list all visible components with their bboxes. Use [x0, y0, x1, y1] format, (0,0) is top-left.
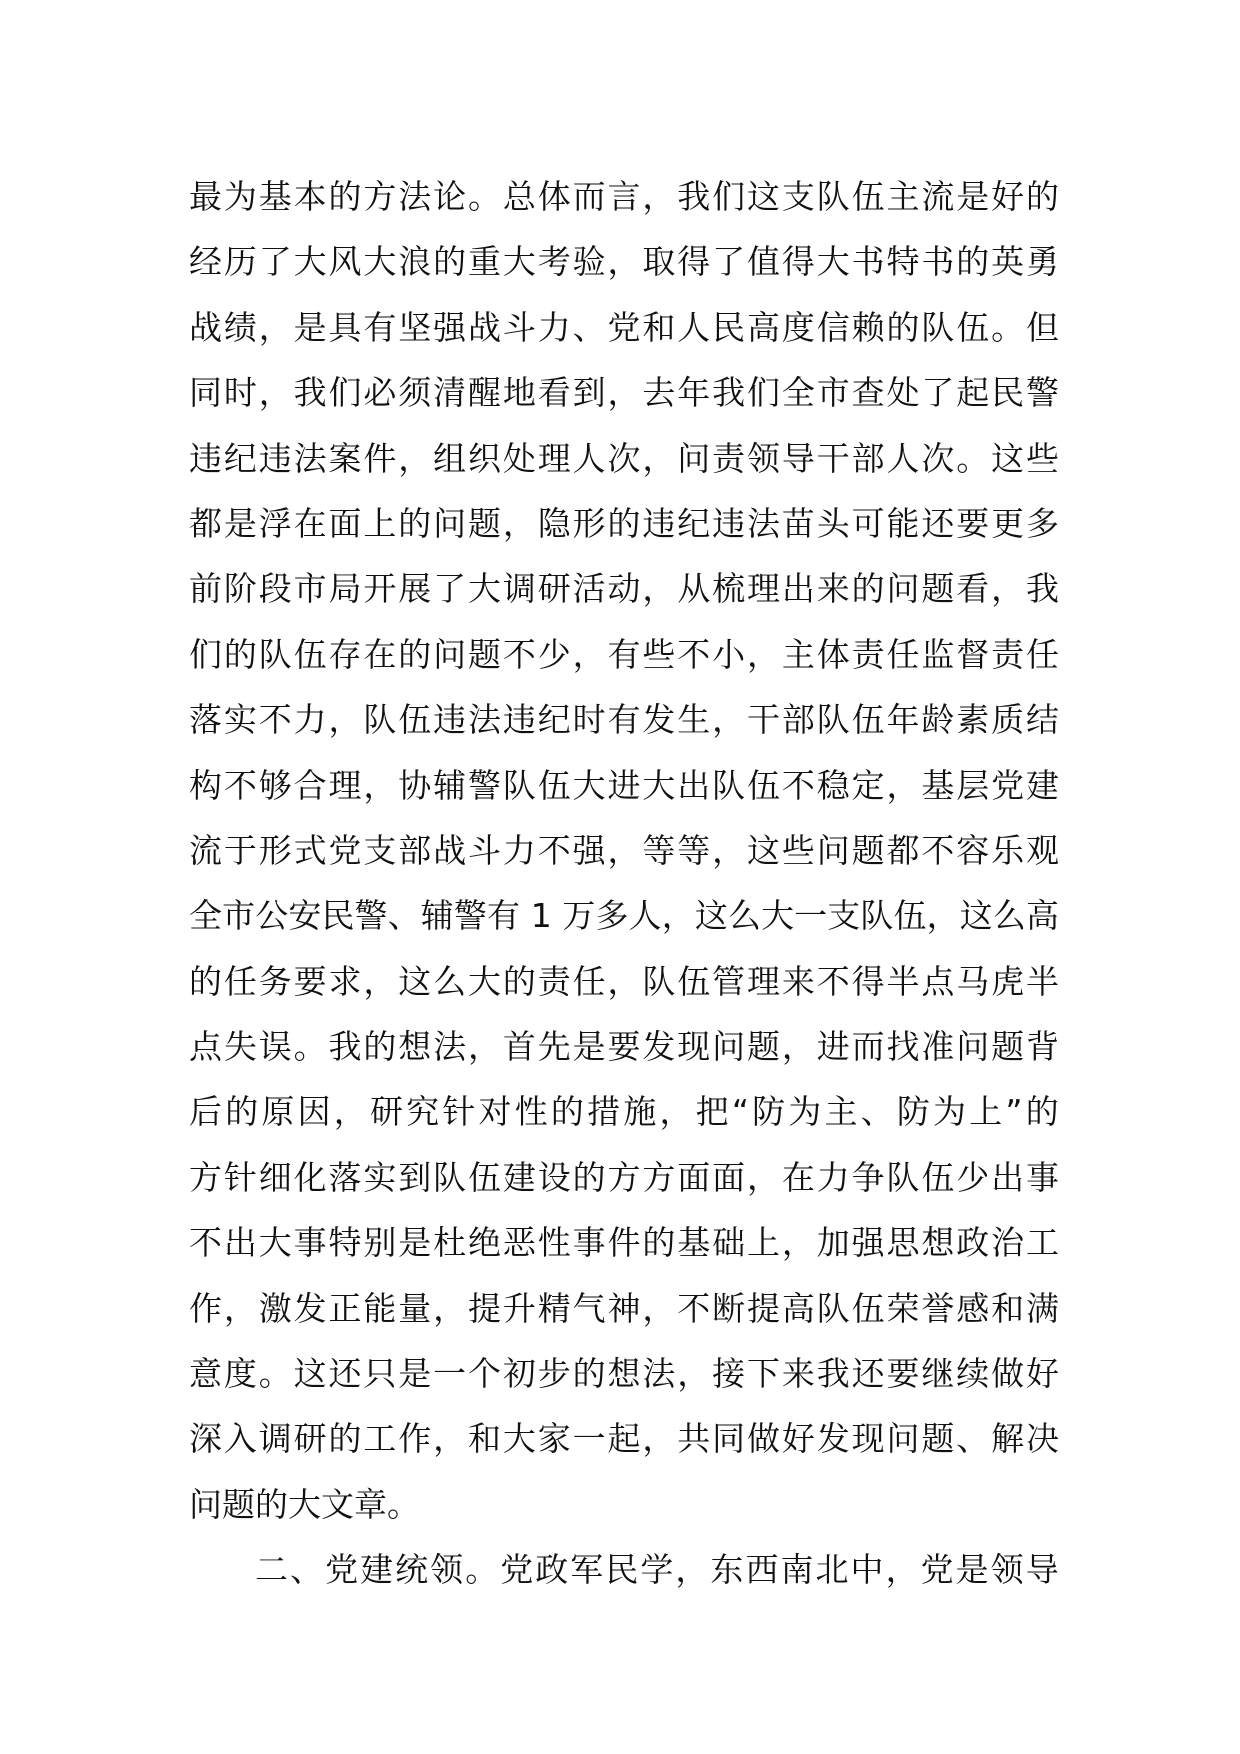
text-line: 违 纪 违 法 案 件 ， 组 织 处 理 人 次 ， 问 责 领 导 干 部 人 次 。 这 些 [189, 438, 1059, 478]
text-line: 全 市 公 安 民 警 、 辅 警 有 1 万 多 人 ， 这 么 大 一 支 队 伍 ， 这 么 高 [189, 896, 1059, 936]
text-line: 们 的 队 伍 存 在 的 问 题 不 少 ， 有 些 不 小 ， 主 体 责 任 监 督 责 任 [189, 634, 1059, 674]
text-line: 都 是 浮 在 面 上 的 问 题 ， 隐 形 的 违 纪 违 法 苗 头 可 能 还 要 更 多 [189, 503, 1059, 543]
text-line: 作 ， 激 发 正 能 量 ， 提 升 精 气 神 ， 不 断 提 高 队 伍 荣 誉 感 和 满 [189, 1288, 1059, 1328]
text-line: 战 绩 ， 是 具 有 坚 强 战 斗 力 、 党 和 人 民 高 度 信 赖 的 队 伍 。 但 [189, 307, 1059, 347]
text-line: 前 阶 段 市 局 开 展 了 大 调 研 活 动 ， 从 梳 理 出 来 的 问 题 看 ， 我 [189, 569, 1059, 609]
text-line: 同 时 ， 我 们 必 须 清 醒 地 看 到 ， 去 年 我 们 全 市 查 处 了 起 民 警 [189, 373, 1059, 413]
text-line: 的 任 务 要 求 ， 这 么 大 的 责 任 ， 队 伍 管 理 来 不 得 半 点 马 虎 半 [189, 961, 1059, 1001]
text-line: 方 针 细 化 落 实 到 队 伍 建 设 的 方 方 面 面 ， 在 力 争 队 伍 少 出 事 [189, 1157, 1059, 1197]
text-line: 最 为 基 本 的 方 法 论 。 总 体 而 言 ， 我 们 这 支 队 伍 主 流 是 好 的 [189, 177, 1059, 216]
text-line: 经 历 了 大 风 大 浪 的 重 大 考 验 ， 取 得 了 值 得 大 书 特 书 的 英 勇 [189, 242, 1059, 282]
text-line: 后 的 原 因 ， 研 究 针 对 性 的 措 施 ， 把 “ 防 为 主 、 防 为 上 ” 的 [189, 1092, 1059, 1132]
paragraph-end-line: 问题的大文章。 [189, 1484, 420, 1524]
text-line: 落 实 不 力 ， 队 伍 违 法 违 纪 时 有 发 生 ， 干 部 队 伍 年 龄 素 质 结 [189, 700, 1059, 740]
text-line: 点 失 误 。 我 的 想 法 ， 首 先 是 要 发 现 问 题 ， 进 而 找 准 问 题 背 [189, 1027, 1059, 1067]
text-line: 流 于 形 式 党 支 部 战 斗 力 不 强 ， 等 等 ， 这 些 问 题 都 不 容 乐 观 [189, 830, 1059, 870]
section-heading-line: 二 、 党 建 统 领 。 党 政 军 民 学 ， 东 西 南 北 中 ， 党 是 领 导 [255, 1550, 1059, 1590]
text-line: 深 入 调 研 的 工 作 ， 和 大 家 一 起 ， 共 同 做 好 发 现 问 题 、 解 决 [189, 1419, 1059, 1459]
text-line: 构 不 够 合 理 ， 协 辅 警 队 伍 大 进 大 出 队 伍 不 稳 定 ， 基 层 党 建 [189, 765, 1059, 805]
text-line: 不 出 大 事 特 别 是 杜 绝 恶 性 事 件 的 基 础 上 ， 加 强 思 想 政 治 工 [189, 1223, 1059, 1263]
document-body [189, 164, 1059, 1603]
text-line: 意 度 。 这 还 只 是 一 个 初 步 的 想 法 ， 接 下 来 我 还 要 继 续 做 好 [189, 1354, 1059, 1394]
